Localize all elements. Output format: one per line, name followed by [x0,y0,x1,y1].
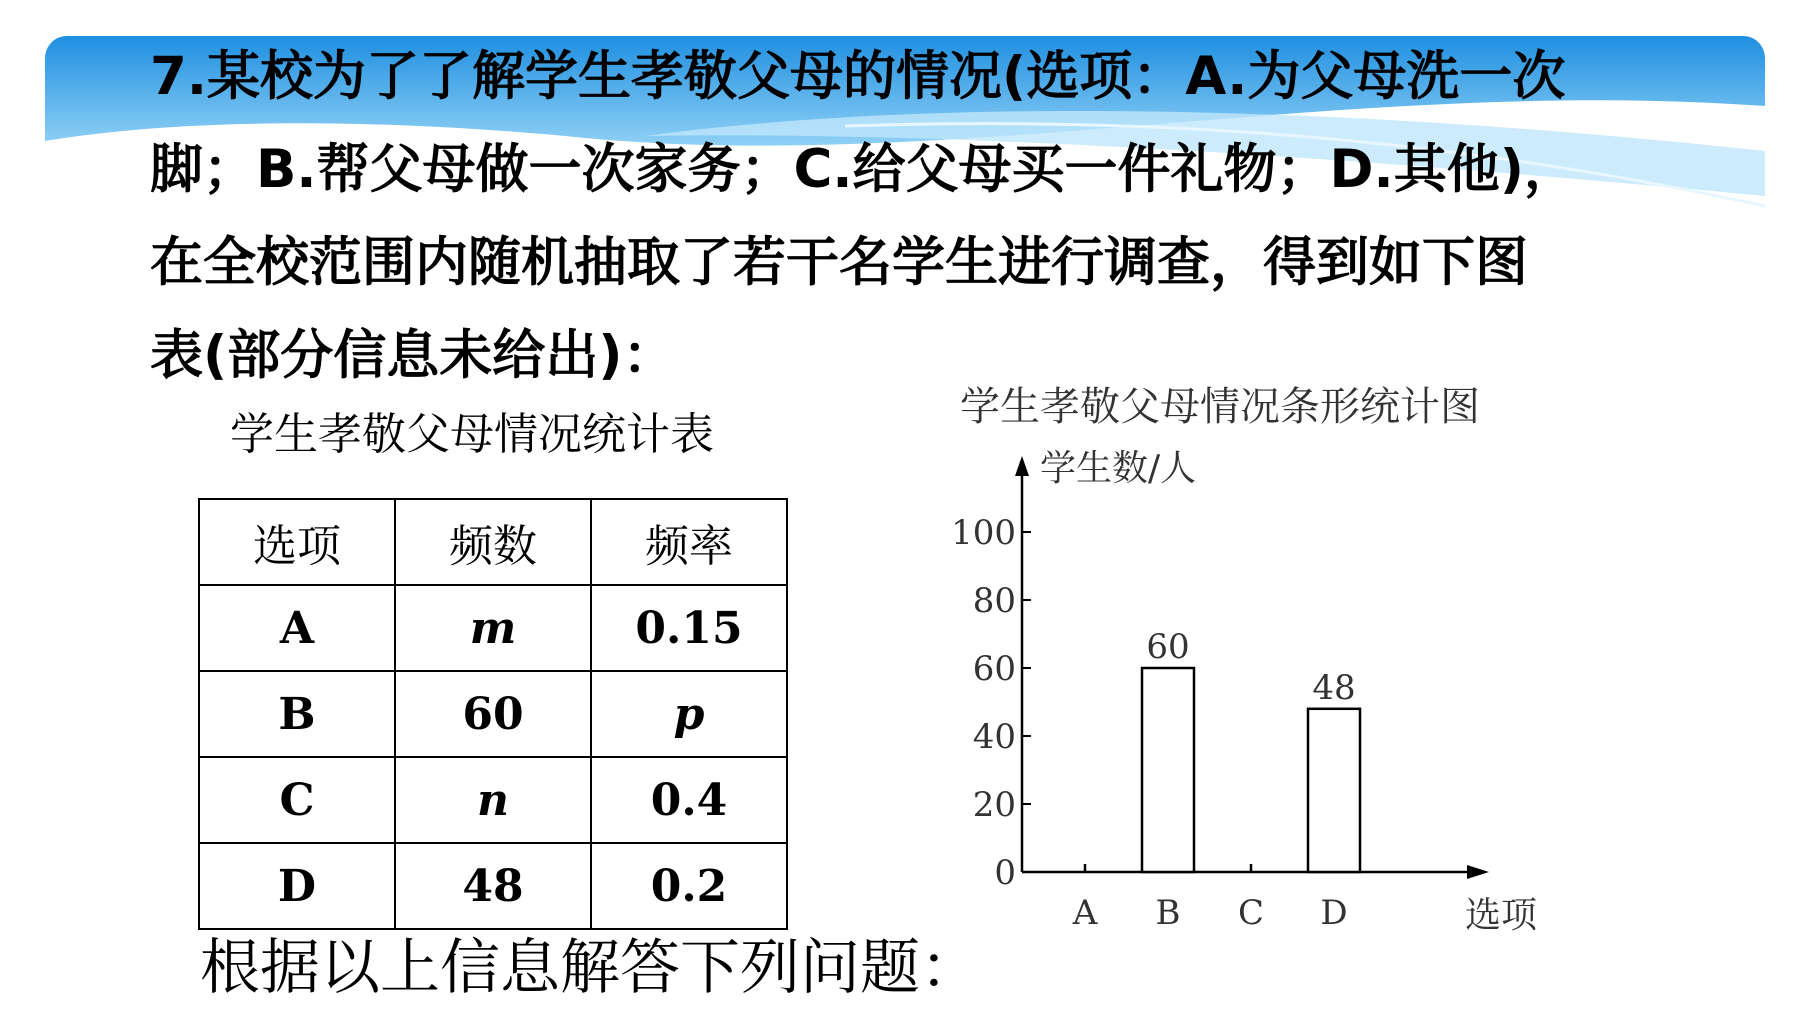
header-rate: 频率 [591,499,787,585]
question-prompt: 根据以上信息解答下列问题： [200,933,980,1003]
bar-data-label: 60 [1146,627,1190,667]
cell-rate: 0.15 [591,585,787,671]
x-tick-label: D [1320,893,1348,933]
chart-title: 学生孝敬父母情况条形统计图 [960,384,1480,430]
problem-line-1: 7.某校为了了解学生孝敬父母的情况(选项：A.为父母洗一次 [150,46,1566,107]
y-axis-arrow [1015,456,1029,476]
cell-frequency: n [395,757,591,843]
y-tick-label: 60 [972,649,1016,689]
x-tick-label: B [1155,893,1181,933]
table-title: 学生孝敬父母情况统计表 [230,409,714,460]
statistics-table [198,498,788,930]
table-row [199,671,787,757]
cell-option: B [199,671,395,757]
problem-line-3: 在全校范围内随机抽取了若干名学生进行调查，得到如下图 [150,232,1528,293]
cell-rate: p [591,671,787,757]
problem-statement [150,30,1740,402]
y-axis-label: 学生数/人 [1040,448,1197,489]
x-tick-label: C [1237,893,1265,933]
problem-line-4: 表(部分信息未给出)： [150,325,676,386]
bar [1308,709,1360,872]
x-axis-arrow [1467,865,1489,879]
x-axis-label: 选项 [1465,895,1538,936]
cell-option: A [199,585,395,671]
cell-frequency: 60 [395,671,591,757]
bar [1142,668,1194,872]
table-header-row [199,499,787,585]
table-row [199,585,787,671]
table-row [199,757,787,843]
x-tick-label: A [1072,893,1098,933]
cell-rate: 0.4 [591,757,787,843]
table-row [199,843,787,929]
bar-data-label: 48 [1312,667,1356,708]
header-frequency: 频数 [395,499,591,585]
y-tick-label: 80 [972,581,1016,621]
header-option: 选项 [199,499,395,585]
y-tick-label: 0 [994,853,1016,893]
y-tick-label: 100 [951,513,1016,553]
cell-option: D [199,843,395,929]
problem-line-2: 脚；B.帮父母做一次家务；C.给父母买一件礼物；D.其他)， [150,139,1577,200]
cell-rate: 0.2 [591,843,787,929]
cell-frequency: 48 [395,843,591,929]
y-tick-label: 40 [972,717,1016,757]
bar-chart [930,430,1550,950]
cell-frequency: m [395,585,591,671]
cell-option: C [199,757,395,843]
y-tick-label: 20 [972,785,1016,825]
